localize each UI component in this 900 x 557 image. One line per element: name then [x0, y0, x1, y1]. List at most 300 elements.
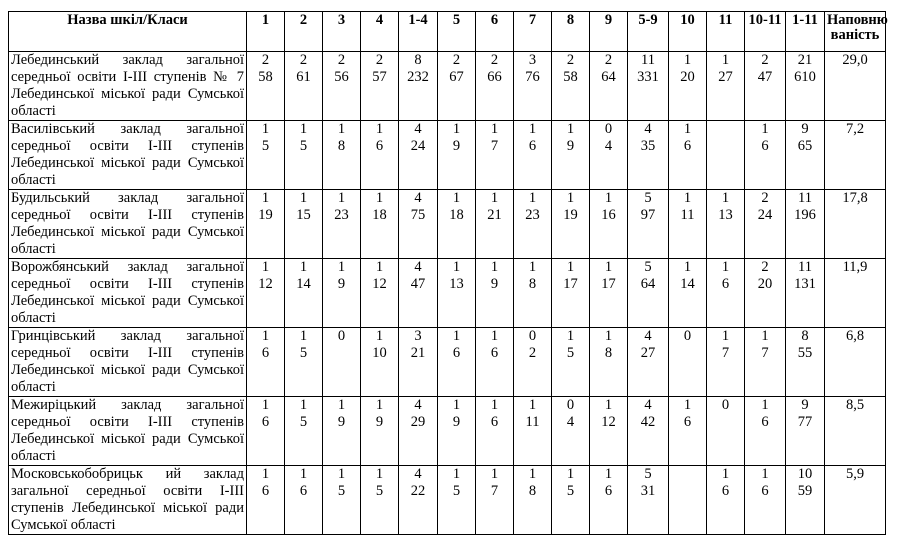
- fill-rate-cell: 11,9: [825, 259, 886, 328]
- table-row: [9, 259, 886, 328]
- pupil-count: 5: [299, 138, 308, 154]
- class-count: 9: [801, 121, 809, 137]
- pupil-count: 76: [525, 69, 540, 85]
- class-count: 1: [566, 466, 575, 482]
- class-count: 1: [721, 466, 730, 482]
- pupil-count: 42: [640, 414, 656, 430]
- pupil-count: 21: [410, 345, 426, 361]
- pupil-count: 6: [261, 483, 270, 499]
- pupil-count: 27: [718, 69, 733, 85]
- class-count: 2: [604, 52, 613, 68]
- class-count-cell: [628, 466, 669, 535]
- class-count: 1: [337, 259, 346, 275]
- pupil-count: 6: [721, 483, 730, 499]
- class-count-cell: [745, 121, 786, 190]
- class-count: 1: [261, 190, 270, 206]
- class-count: 1: [337, 397, 346, 413]
- pupil-count: 5: [299, 345, 308, 361]
- class-count-cell: [323, 121, 361, 190]
- class-count-cell: [476, 328, 514, 397]
- class-count: 1: [721, 52, 730, 68]
- school-name-cell: Василівський заклад загальної середньої освіти І-ІІІ ступенів Лебединської міської ради Сумської області: [9, 121, 247, 190]
- class-count-cell: [745, 397, 786, 466]
- pupil-count: 35: [640, 138, 656, 154]
- class-count: 1: [261, 466, 270, 482]
- class-count: 1: [566, 259, 575, 275]
- class-count-cell: [552, 121, 590, 190]
- class-count: 1: [683, 259, 692, 275]
- class-count: 1: [721, 328, 730, 344]
- pupil-count: 232: [407, 69, 429, 85]
- class-count-cell: [786, 190, 825, 259]
- class-count-cell: [323, 466, 361, 535]
- class-count-cell: [669, 52, 707, 121]
- pupil-count: 5: [261, 138, 270, 154]
- class-count-cell: [399, 466, 438, 535]
- class-count-cell: [438, 328, 476, 397]
- class-count-cell: [361, 397, 399, 466]
- pupil-count: 31: [640, 483, 656, 499]
- class-count: 1: [604, 190, 613, 206]
- class-count-cell: [247, 121, 285, 190]
- class-count-cell: [590, 328, 628, 397]
- class-count-cell: [590, 259, 628, 328]
- pupil-count: 196: [794, 207, 816, 223]
- class-count-cell: [628, 397, 669, 466]
- pupil-count: 64: [640, 276, 656, 292]
- class-count: 1: [452, 190, 461, 206]
- class-count: 4: [644, 328, 652, 344]
- pupil-count: 6: [490, 345, 499, 361]
- pupil-count: 9: [452, 414, 461, 430]
- class-count: 2: [761, 259, 769, 275]
- pupil-count: 23: [525, 207, 540, 223]
- class-count-cell: [247, 328, 285, 397]
- class-count-cell: [285, 259, 323, 328]
- class-count: 2: [299, 52, 308, 68]
- school-name-cell: Московськобобрицьк ий заклад загальної середньої освіти І-ІІІ ступенів Лебединської міської ради Сумської області: [9, 466, 247, 535]
- class-count: 0: [683, 328, 692, 344]
- pupil-count: 6: [528, 138, 537, 154]
- class-count-cell: [628, 52, 669, 121]
- pupil-count: 12: [372, 276, 387, 292]
- class-count: 1: [604, 328, 613, 344]
- header-name-col: Назва шкіл/Класи: [9, 12, 247, 52]
- pupil-count: 47: [410, 276, 426, 292]
- class-count: 1: [375, 328, 384, 344]
- class-count-cell: [786, 259, 825, 328]
- pupil-count: 59: [797, 483, 813, 499]
- class-count-cell: [285, 466, 323, 535]
- school-name-cell: Гринцівський заклад загальної середньої освіти І-ІІІ ступенів Лебединської міської ради Сумської області: [9, 328, 247, 397]
- class-count-cell: [438, 121, 476, 190]
- class-count: 1: [299, 466, 308, 482]
- fill-rate-cell: 8,5: [825, 397, 886, 466]
- fill-rate-cell: 5,9: [825, 466, 886, 535]
- pupil-count: 8: [528, 276, 537, 292]
- class-count-cell: [247, 259, 285, 328]
- class-count-cell: [669, 328, 707, 397]
- class-count-cell: [247, 52, 285, 121]
- class-count-cell: [628, 121, 669, 190]
- pupil-count: 9: [375, 414, 384, 430]
- pupil-count: 12: [258, 276, 273, 292]
- class-count-cell: [361, 466, 399, 535]
- class-count: 1: [375, 190, 384, 206]
- pupil-count: 6: [721, 276, 730, 292]
- class-count: 1: [604, 397, 613, 413]
- class-count: 10: [797, 466, 813, 482]
- class-count-cell: [361, 121, 399, 190]
- class-count: 1: [375, 121, 384, 137]
- class-count: 1: [683, 397, 692, 413]
- class-count-cell: [786, 121, 825, 190]
- pupil-count: 77: [797, 414, 813, 430]
- class-count-cell: [399, 259, 438, 328]
- class-count: 8: [414, 52, 422, 68]
- class-count-cell: [476, 52, 514, 121]
- pupil-count: 9: [566, 138, 575, 154]
- class-count-cell: [552, 259, 590, 328]
- school-fill-table: [8, 11, 886, 535]
- pupil-count: 13: [449, 276, 464, 292]
- class-count: 1: [452, 328, 461, 344]
- class-count: 4: [414, 397, 422, 413]
- pupil-count: 6: [761, 414, 769, 430]
- class-count-cell: [745, 328, 786, 397]
- pupil-count: 15: [296, 207, 311, 223]
- class-count-cell: [361, 328, 399, 397]
- class-count-cell: [590, 397, 628, 466]
- pupil-count: 11: [525, 414, 540, 430]
- header-fill-line2: ваність: [830, 27, 880, 43]
- class-count-cell: [669, 259, 707, 328]
- class-count: 1: [261, 259, 270, 275]
- class-count-cell: [628, 328, 669, 397]
- pupil-count: 18: [372, 207, 387, 223]
- pupil-count: 55: [797, 345, 813, 361]
- pupil-count: 7: [761, 345, 769, 361]
- class-count-cell: [552, 52, 590, 121]
- pupil-count: 8: [337, 138, 346, 154]
- table-row: [9, 397, 886, 466]
- class-count: 1: [566, 328, 575, 344]
- pupil-count: 5: [299, 414, 308, 430]
- header-col: 5-9: [628, 12, 669, 52]
- class-count-cell: [786, 466, 825, 535]
- fill-rate-cell: 7,2: [825, 121, 886, 190]
- pupil-count: 10: [372, 345, 387, 361]
- class-count: 1: [528, 466, 537, 482]
- pupil-count: 5: [337, 483, 346, 499]
- class-count-cell: [438, 397, 476, 466]
- class-count: 1: [490, 397, 499, 413]
- class-count: 1: [490, 121, 499, 137]
- class-count: 1: [261, 121, 270, 137]
- class-count-cell: [707, 259, 745, 328]
- class-count-cell: [399, 328, 438, 397]
- pupil-count: 5: [566, 345, 575, 361]
- pupil-count: 7: [490, 483, 499, 499]
- class-count: 5: [644, 466, 652, 482]
- class-count: 0: [604, 121, 613, 137]
- class-count-cell: [786, 397, 825, 466]
- pupil-count: 9: [452, 138, 461, 154]
- class-count: 4: [414, 259, 422, 275]
- class-count: 1: [683, 121, 692, 137]
- class-count: 1: [299, 259, 308, 275]
- class-count: 1: [261, 397, 270, 413]
- class-count-cell: [476, 466, 514, 535]
- class-count-cell: [745, 466, 786, 535]
- pupil-count: 64: [601, 69, 616, 85]
- pupil-count: 6: [761, 138, 769, 154]
- class-count-cell: [476, 121, 514, 190]
- class-count-cell: [285, 52, 323, 121]
- class-count-cell: [514, 397, 552, 466]
- school-name-cell: Межиріцький заклад загальної середньої освіти І-ІІІ ступенів Лебединської міської ради Сумської області: [9, 397, 247, 466]
- class-count: 1: [452, 259, 461, 275]
- class-count: 1: [452, 466, 461, 482]
- class-count-cell: [745, 259, 786, 328]
- class-count: 1: [337, 121, 346, 137]
- class-count-cell: [552, 328, 590, 397]
- class-count-cell: [786, 328, 825, 397]
- class-count-cell: [323, 190, 361, 259]
- table-row: [9, 52, 886, 121]
- class-count: 11: [641, 52, 655, 68]
- class-count-cell: [669, 397, 707, 466]
- class-count-cell: [323, 52, 361, 121]
- class-count-cell: [514, 121, 552, 190]
- class-count: 1: [528, 259, 537, 275]
- header-fill-col: [825, 12, 886, 52]
- table-row: [9, 466, 886, 535]
- class-count: 1: [452, 397, 461, 413]
- pupil-count: 2: [528, 345, 537, 361]
- class-count-cell: [476, 259, 514, 328]
- pupil-count: 67: [449, 69, 464, 85]
- class-count: 1: [604, 259, 613, 275]
- class-count-cell: [552, 190, 590, 259]
- header-fill-line1: Наповню: [827, 12, 888, 28]
- class-count: 4: [414, 121, 422, 137]
- class-count: 1: [761, 328, 769, 344]
- pupil-count: 18: [449, 207, 464, 223]
- class-count-cell: [438, 259, 476, 328]
- class-count: 2: [761, 52, 769, 68]
- pupil-count: 5: [452, 483, 461, 499]
- class-count: 1: [528, 121, 537, 137]
- pupil-count: 6: [375, 138, 384, 154]
- class-count: 1: [683, 52, 692, 68]
- class-count: 2: [337, 52, 346, 68]
- class-count: 4: [414, 190, 422, 206]
- pupil-count: 24: [757, 207, 773, 223]
- pupil-count: 6: [761, 483, 769, 499]
- class-count: 3: [528, 52, 537, 68]
- pupil-count: 6: [299, 483, 308, 499]
- class-count: 2: [566, 52, 575, 68]
- pupil-count: 16: [601, 207, 616, 223]
- class-count: 1: [761, 397, 769, 413]
- pupil-count: 610: [794, 69, 816, 85]
- pupil-count: 29: [410, 414, 426, 430]
- table-body: [9, 52, 886, 535]
- pupil-count: 331: [637, 69, 659, 85]
- class-count: 1: [299, 190, 308, 206]
- pupil-count: 14: [296, 276, 311, 292]
- pupil-count: 6: [683, 138, 692, 154]
- class-count-cell: [514, 52, 552, 121]
- pupil-count: 8: [528, 483, 537, 499]
- pupil-count: 7: [721, 345, 730, 361]
- fill-rate-cell: 29,0: [825, 52, 886, 121]
- class-count-cell: [745, 190, 786, 259]
- class-count: 2: [490, 52, 499, 68]
- class-count: 5: [644, 190, 652, 206]
- class-count-cell: [399, 52, 438, 121]
- pupil-count: 9: [337, 414, 346, 430]
- pupil-count: 6: [261, 414, 270, 430]
- class-count-cell: [669, 190, 707, 259]
- class-count: 1: [528, 190, 537, 206]
- class-count: 1: [721, 259, 730, 275]
- class-count: 1: [490, 190, 499, 206]
- class-count-cell: [786, 52, 825, 121]
- class-count-cell: [361, 190, 399, 259]
- class-count: 1: [528, 397, 537, 413]
- class-count-cell: [247, 397, 285, 466]
- pupil-count: 22: [410, 483, 426, 499]
- class-count-cell: [590, 121, 628, 190]
- class-count-cell: [707, 466, 745, 535]
- class-count-cell: [707, 121, 745, 190]
- class-count: 0: [528, 328, 537, 344]
- pupil-count: 61: [296, 69, 311, 85]
- fill-rate-cell: 6,8: [825, 328, 886, 397]
- pupil-count: 58: [258, 69, 273, 85]
- table-row: [9, 190, 886, 259]
- pupil-count: 4: [566, 414, 575, 430]
- class-count-cell: [514, 259, 552, 328]
- header-col: 3: [323, 12, 361, 52]
- pupil-count: 9: [490, 276, 499, 292]
- class-count-cell: [628, 190, 669, 259]
- pupil-count: 20: [680, 69, 695, 85]
- pupil-count: 20: [757, 276, 773, 292]
- table-row: [9, 121, 886, 190]
- table-row: [9, 328, 886, 397]
- class-count: 0: [721, 397, 730, 413]
- class-count: 1: [683, 190, 692, 206]
- class-count-cell: [323, 259, 361, 328]
- class-count: 1: [604, 466, 613, 482]
- class-count-cell: [438, 52, 476, 121]
- pupil-count: 58: [563, 69, 578, 85]
- class-count-cell: [745, 52, 786, 121]
- class-count-cell: [247, 190, 285, 259]
- pupil-count: 6: [683, 414, 692, 430]
- header-col: 1-11: [786, 12, 825, 52]
- pupil-count: 4: [604, 138, 613, 154]
- class-count-cell: [476, 190, 514, 259]
- header-col: 8: [552, 12, 590, 52]
- class-count-cell: [707, 190, 745, 259]
- pupil-count: 57: [372, 69, 387, 85]
- pupil-count: 17: [601, 276, 616, 292]
- class-count-cell: [323, 397, 361, 466]
- class-count: 8: [801, 328, 809, 344]
- header-col: 7: [514, 12, 552, 52]
- pupil-count: 7: [490, 138, 499, 154]
- class-count: 1: [490, 259, 499, 275]
- class-count: 1: [566, 121, 575, 137]
- class-count-cell: [707, 397, 745, 466]
- class-count-cell: [247, 466, 285, 535]
- header-col: 9: [590, 12, 628, 52]
- class-count: 1: [299, 121, 308, 137]
- header-col: 6: [476, 12, 514, 52]
- class-count: 1: [337, 190, 346, 206]
- class-count: 4: [414, 466, 422, 482]
- pupil-count: 24: [410, 138, 426, 154]
- pupil-count: 5: [566, 483, 575, 499]
- class-count: 1: [761, 466, 769, 482]
- header-col: 5: [438, 12, 476, 52]
- pupil-count: 14: [680, 276, 695, 292]
- header-row: [9, 12, 886, 52]
- class-count-cell: [514, 328, 552, 397]
- class-count-cell: [669, 466, 707, 535]
- pupil-count: 27: [640, 345, 656, 361]
- class-count: 2: [452, 52, 461, 68]
- class-count-cell: [361, 52, 399, 121]
- pupil-count: 47: [757, 69, 773, 85]
- class-count: 21: [797, 52, 813, 68]
- header-col: 1-4: [399, 12, 438, 52]
- class-count: 5: [644, 259, 652, 275]
- pupil-count: 19: [563, 207, 578, 223]
- pupil-count: 12: [601, 414, 616, 430]
- school-name-cell: Ворожбянський заклад загальної середньої освіти І-ІІІ ступенів Лебединської міської ради Сумської області: [9, 259, 247, 328]
- class-count: 1: [566, 190, 575, 206]
- class-count-cell: [285, 328, 323, 397]
- class-count-cell: [438, 190, 476, 259]
- class-count: 1: [375, 397, 384, 413]
- class-count-cell: [669, 121, 707, 190]
- class-count-cell: [399, 190, 438, 259]
- class-count-cell: [361, 259, 399, 328]
- class-count-cell: [514, 190, 552, 259]
- header-col: 2: [285, 12, 323, 52]
- class-count: 1: [761, 121, 769, 137]
- header-col: 11: [707, 12, 745, 52]
- pupil-count: 17: [563, 276, 578, 292]
- class-count: 1: [375, 259, 384, 275]
- class-count: 2: [375, 52, 384, 68]
- class-count: 4: [644, 121, 652, 137]
- pupil-count: 66: [487, 69, 502, 85]
- header-col: 4: [361, 12, 399, 52]
- pupil-count: 11: [680, 207, 695, 223]
- class-count: 1: [721, 190, 730, 206]
- class-count-cell: [323, 328, 361, 397]
- header-col: 1: [247, 12, 285, 52]
- class-count-cell: [590, 52, 628, 121]
- class-count: 0: [337, 328, 346, 344]
- fill-rate-cell: 17,8: [825, 190, 886, 259]
